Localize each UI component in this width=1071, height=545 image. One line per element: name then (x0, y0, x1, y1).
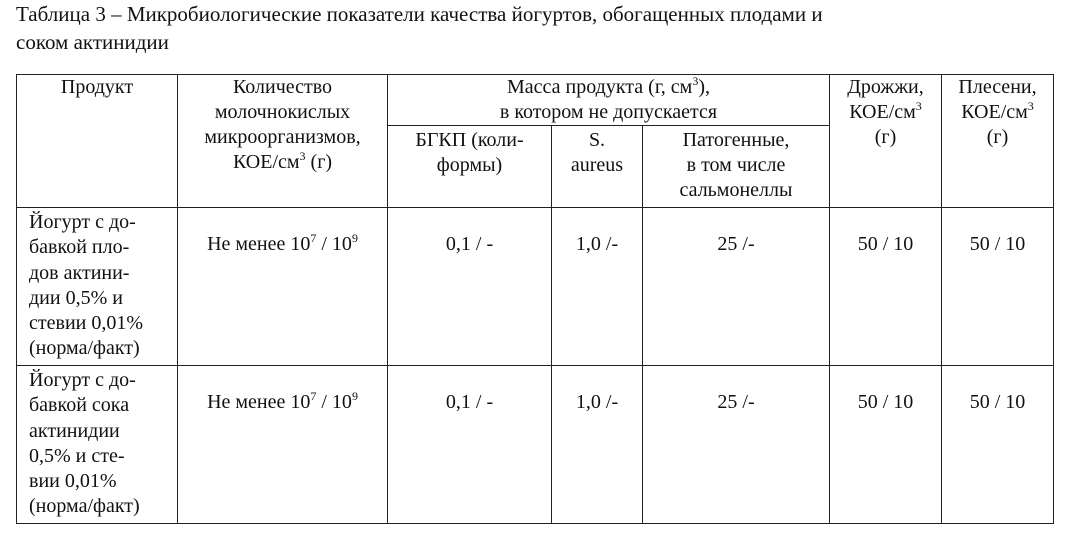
cell-yeast: 50 / 10 (830, 208, 942, 366)
cell-product: Йогурт с до- бавкой сока актинидии 0,5% и сте- вии 0,01% (норма/факт) (17, 366, 178, 524)
caption-line-1: Таблица 3 – Микробиологические показатели качества йогуртов, обогащенных плодами и (16, 2, 823, 26)
table-row (17, 366, 1054, 524)
caption-line-2: соком актинидии (16, 30, 169, 54)
header-molds: Плесени, КОЕ/$см^3$ (г) (942, 75, 1054, 208)
cell-molds: 50 / 10 (942, 366, 1054, 524)
cell-s-aureus: 1,0 /- (552, 366, 643, 524)
cell-lab-bacteria: Не менее $10^7 / 10^9$ (178, 366, 388, 524)
table-row (17, 208, 1054, 366)
header-bgkp: БГКП (коли- формы) (388, 126, 552, 208)
header-pathogens: Патогенные, в том числе сальмонеллы (643, 126, 830, 208)
header-product: Продукт (17, 75, 178, 208)
cell-lab-bacteria: Не менее $10^7 / 10^9$ (178, 208, 388, 366)
cell-pathogens: 25 /- (643, 366, 830, 524)
header-mass-group: Масса продукта (г, $см^3$), в котором не допускается (388, 75, 830, 126)
cell-s-aureus: 1,0 /- (552, 208, 643, 366)
cell-yeast: 50 / 10 (830, 366, 942, 524)
cell-bgkp: 0,1 / - (388, 208, 552, 366)
cell-bgkp: 0,1 / - (388, 366, 552, 524)
header-lab-bacteria: Количество молочнокислых микроорганизмов, КОЕ/$см^3$ (г) (178, 75, 388, 208)
microbiology-table (16, 74, 1054, 524)
cell-pathogens: 25 /- (643, 208, 830, 366)
cell-product: Йогурт с до- бавкой пло- дов актини- дии 0,5% и стевии 0,01% (норма/факт) (17, 208, 178, 366)
header-row-1 (17, 75, 1054, 126)
table-caption (16, 0, 1056, 56)
header-s-aureus: S. aureus (552, 126, 643, 208)
cell-molds: 50 / 10 (942, 208, 1054, 366)
header-yeast: Дрожжи, КОЕ/$см^3$ (г) (830, 75, 942, 208)
